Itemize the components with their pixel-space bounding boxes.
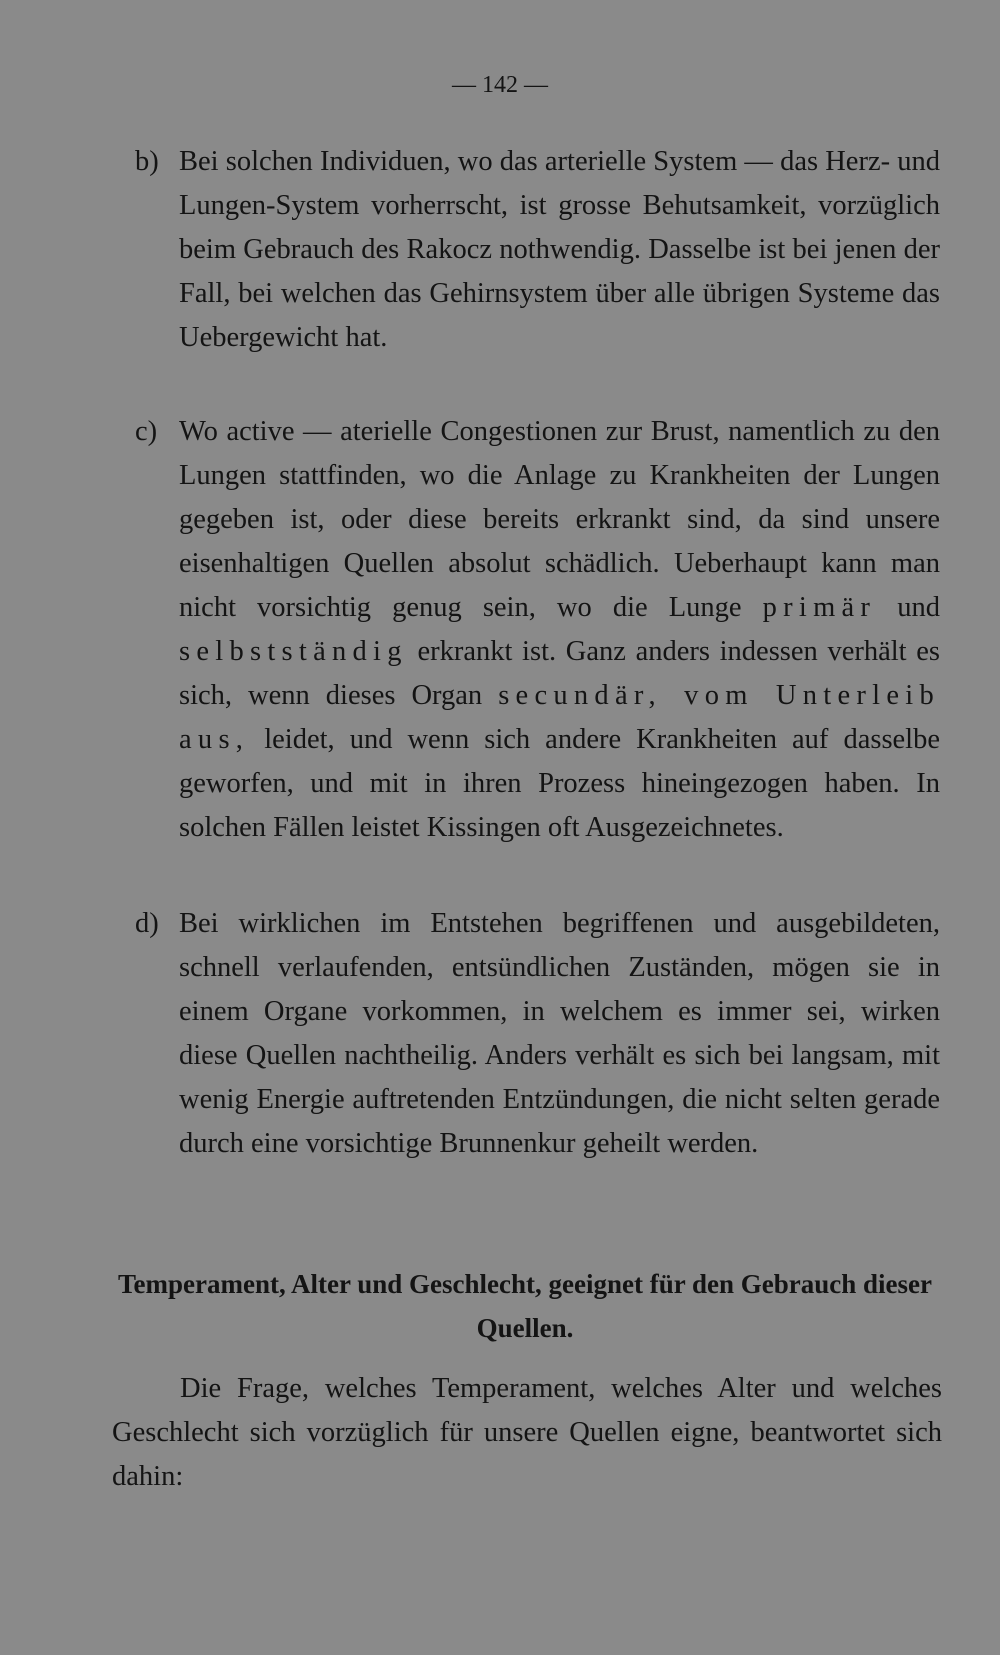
item-marker-c: c)	[135, 416, 158, 447]
section-heading: Temperament, Alter und Geschlecht, geeignet für den Gebrauch dieser Quellen.	[118, 1269, 932, 1343]
item-text-c	[179, 410, 940, 850]
item-marker-d: d)	[135, 908, 159, 939]
body-paragraph: Die Frage, welches Temperament, welches Alter und welches Geschlecht sich vorzüglich für unsere Quellen eigne, beantwortet sich dahin:	[112, 1373, 942, 1492]
item-c-text-part-2: und	[897, 592, 941, 623]
list-item-d	[135, 902, 940, 1166]
page-number: — 142 —	[452, 72, 548, 98]
item-text-b: Bei solchen Individuen, wo das arterielle System — das Herz- und Lungen-System vorherrscht, ist grosse Behutsamkeit, vorzüglich beim Gebrauch des Rakocz nothwendig. Dasselbe ist bei jenen der Fall, bei welchen das Gehirnsystem über alle übrigen Systeme das Uebergewicht hat.	[179, 146, 940, 353]
item-c-text-part-1: Wo active — aterielle Congestionen zur Brust, namentlich zu den Lungen stattfinden, wo die Anlage zu Krankheiten der Lungen gegeben ist, oder diese bereits erkrankt sind, da sind unsere eisenhaltigen Quellen absolut schädlich. Ueberhaupt kann man nicht vorsichtig genug sein, wo die Lunge	[179, 416, 940, 623]
list-item-b	[135, 140, 940, 360]
item-c-spaced-secundaer: secundär, vom Unterleib aus,	[179, 680, 940, 755]
item-c-spaced-selbststaendig: selbstständig	[179, 636, 408, 667]
item-c-text-part-3: erkrankt ist. Ganz anders indessen verhält es sich, wenn dieses Organ	[179, 636, 940, 711]
item-text-d: Bei wirklichen im Entstehen begriffenen und ausgebildeten, schnell verlaufenden, entsündlichen Zuständen, mögen sie in einem Organe vorkommen, in welchem es immer sei, wirken diese Quellen nachtheilig. Anders verhält es sich bei langsam, mit wenig Energie auftretenden Entzündungen, die nicht selten gerade durch eine vorsichtige Brunnenkur geheilt werden.	[179, 908, 940, 1159]
item-c-text-part-4: leidet, und wenn sich andere Krankheiten auf dasselbe geworfen, und mit in ihren Prozess hineingezogen haben. In solchen Fällen leistet Kissingen oft Ausgezeichnetes.	[179, 724, 940, 843]
list-item-c	[135, 410, 940, 850]
item-marker-b: b)	[135, 146, 159, 177]
item-c-spaced-primaer: primär	[762, 592, 877, 623]
